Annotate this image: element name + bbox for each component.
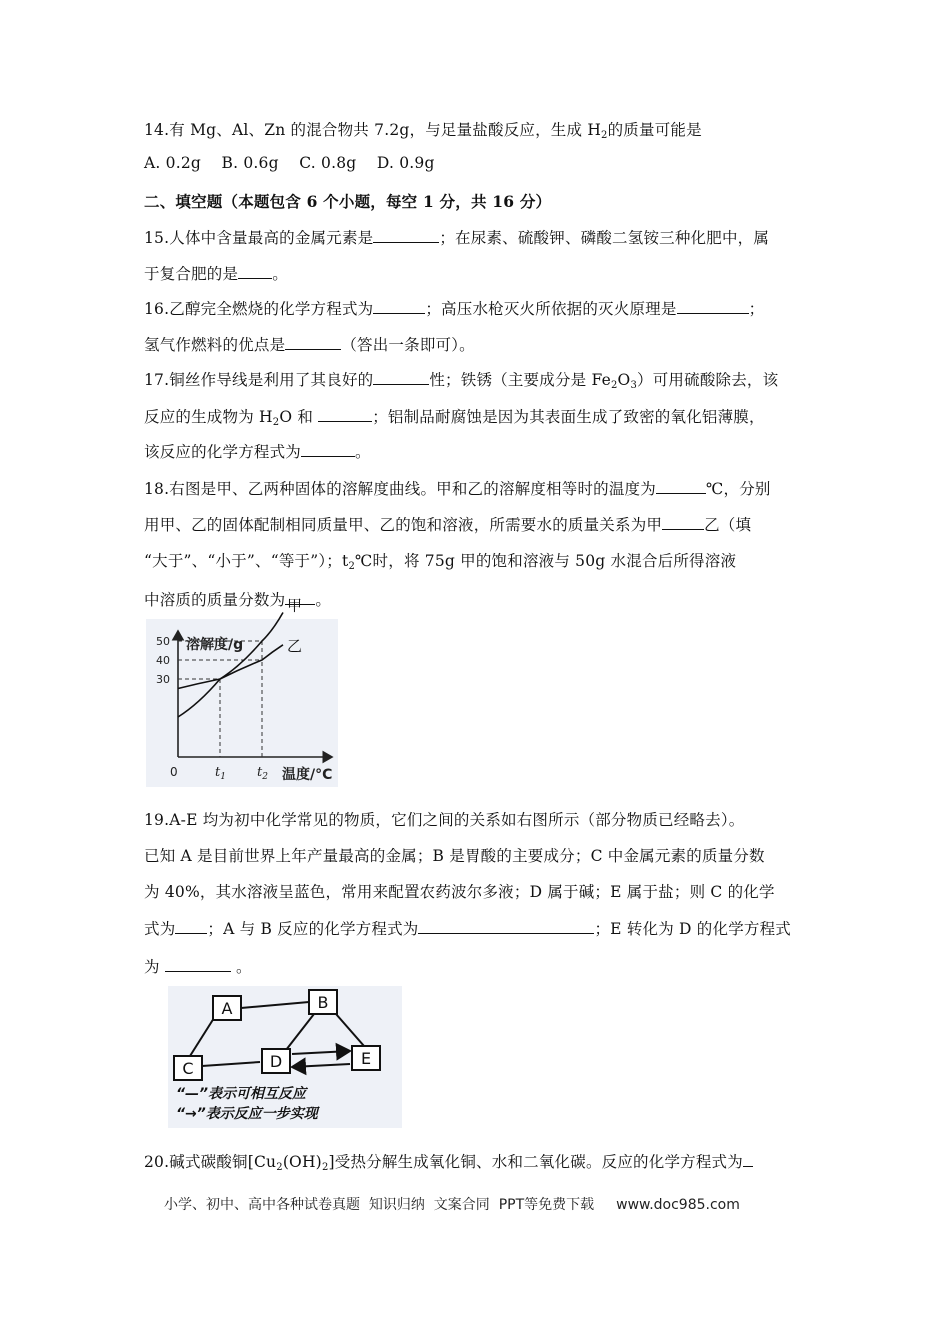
series-curve-jia [178, 613, 283, 718]
x-tick-label: $t_2$ [257, 765, 268, 782]
edge-a-c [190, 1018, 214, 1056]
answer-blank[interactable] [743, 1152, 753, 1167]
y-tick-label: 50 [156, 635, 170, 648]
page-footer [164, 1194, 740, 1214]
arrow-d-to-e [292, 1051, 350, 1054]
answer-blank[interactable] [301, 442, 355, 457]
q18-line3: “大于”、“小于”、“等于”）；$t_2℃$时，将 75g 甲的饱和溶液与 50g 水混合后所得溶液 [144, 552, 737, 572]
edge-b-d [286, 1014, 314, 1050]
legend-conversion: “→”表示反应一步实现 [176, 1106, 318, 1122]
answer-blank[interactable] [677, 299, 749, 314]
svg-text:D: D [269, 1052, 283, 1071]
q17-line3: 该反应的化学方程式为 。 [144, 443, 371, 461]
q19-line3: 为 40%，其水溶液呈蓝色，常用来配置农药波尔多液；D 属于碱；E 属于盐；则 C 的化学 [144, 883, 775, 901]
edge-c-d [202, 1062, 260, 1066]
answer-blank[interactable] [662, 515, 704, 530]
legend-reaction: “—”表示可相互反应 [176, 1086, 307, 1102]
y-axis-label: 溶解度/g [186, 637, 244, 653]
node-b [309, 990, 337, 1014]
q14-stem: 14.有 Mg、Al、Zn 的混合物共 7.2g，与足量盐酸反应，生成 $H_2$的质量可能是 [144, 121, 702, 141]
svg-text:B: B [317, 993, 329, 1012]
y-tick-label: 40 [156, 654, 170, 667]
q16-line2: 氢气作燃料的优点是 （答出一条即可）。 [144, 336, 475, 354]
q15-line2: 于复合肥的是 。 [144, 265, 288, 283]
answer-blank[interactable] [175, 919, 207, 934]
answer-blank[interactable] [318, 407, 372, 422]
footer-text: 小学、初中、高中各种试卷真题 知识归纳 文案合同 PPT等免费下载 [164, 1197, 595, 1213]
answer-blank[interactable] [373, 370, 429, 385]
edge-a-b [241, 1002, 309, 1008]
svg-text:E: E [360, 1049, 372, 1068]
x-tick-label: $t_1$ [215, 765, 226, 782]
answer-blank[interactable] [165, 957, 231, 972]
q18-line1: 18.右图是甲、乙两种固体的溶解度曲线。甲和乙的溶解度相等时的温度为 ℃，分别 [144, 480, 771, 498]
q16-line1: 16.乙醇完全燃烧的化学方程式为 ；高压水枪灭火所依据的灭火原理是 ； [144, 300, 765, 318]
svg-text:A: A [221, 999, 233, 1018]
answer-blank[interactable] [373, 228, 439, 243]
answer-blank[interactable] [373, 299, 425, 314]
q18-line4: 中溶质的质量分数为 。 [144, 591, 332, 609]
origin-label: 0 [170, 765, 178, 779]
q20-line1: 20.碱式碳酸铜$[Cu_2(OH)_2]$受热分解生成氧化铜、水和二氧化碳。反应的化学方程式为 [144, 1150, 753, 1173]
svg-text:C: C [182, 1059, 194, 1078]
q19-line5: 为 。 [144, 958, 252, 976]
arrow-e-to-d [292, 1064, 350, 1067]
node-a [213, 996, 241, 1020]
edge-b-e [336, 1014, 364, 1046]
q19-line1: 19.A-E 均为初中化学常见的物质，它们之间的关系如右图所示（部分物质已经略去）。 [144, 811, 745, 829]
node-c [174, 1056, 202, 1080]
relationship-diagram [168, 986, 402, 1128]
answer-blank[interactable] [418, 919, 594, 934]
q19-line2: 已知 A 是目前世界上年产量最高的金属；B 是胃酸的主要成分；C 中金属元素的质量分数 [144, 847, 765, 865]
node-d [262, 1049, 290, 1073]
section2-header: 二、填空题（本题包含 6 个小题，每空 1 分，共 16 分） [144, 192, 552, 211]
q17-line2: 反应的生成物为 $H_2O$ 和 ；铝制品耐腐蚀是因为其表面生成了致密的氧化铝薄膜， [144, 408, 765, 428]
footer-url[interactable]: www.doc985.com [616, 1197, 740, 1213]
series-label: 乙 [287, 636, 303, 655]
answer-blank[interactable] [285, 335, 341, 350]
node-e [352, 1046, 380, 1070]
q15-line1: 15.人体中含量最高的金属元素是 ；在尿素、硫酸钾、磷酸二氢铵三种化肥中，属 [144, 229, 770, 247]
q17-line1: 17.铜丝作导线是利用了其良好的 性；铁锈（主要成分是 $Fe_2O_3$）可用硫酸除去，该 [144, 371, 779, 391]
x-axis-label: 温度/°C [282, 767, 333, 783]
series-label: 甲 [287, 596, 303, 615]
q14-options: A. 0.2g B. 0.6g C. 0.8g D. 0.9g [144, 154, 435, 172]
answer-blank[interactable] [238, 264, 272, 279]
q18-line2: 用甲、乙的固体配制相同质量甲、乙的饱和溶液，所需要水的质量关系为甲 乙（填 [144, 516, 752, 534]
answer-blank[interactable] [656, 479, 706, 494]
y-tick-label: 30 [156, 673, 170, 686]
q19-line4: 式为 ；A 与 B 反应的化学方程式为 ；E 转化为 D 的化学方程式 [144, 920, 792, 938]
